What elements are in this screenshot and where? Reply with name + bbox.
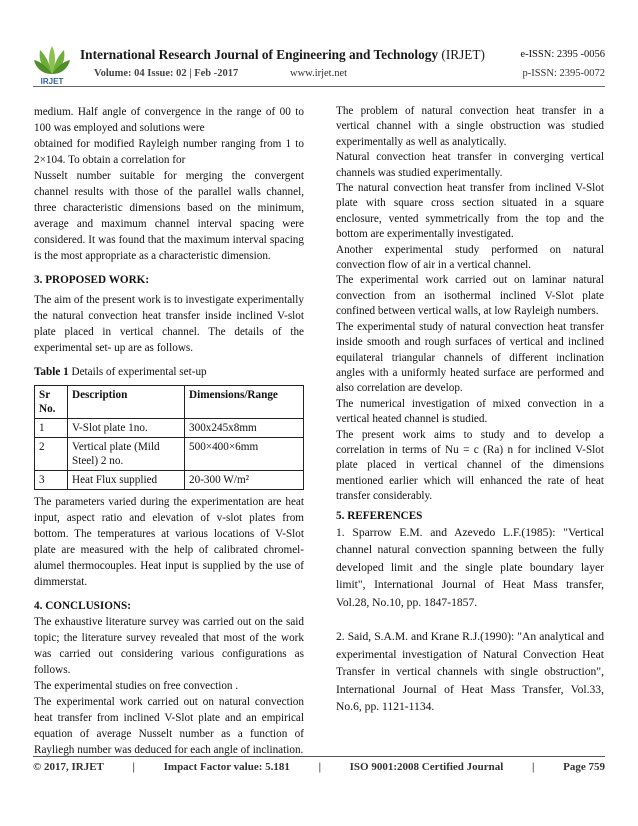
- header-divider: [33, 86, 605, 87]
- paragraph: Natural convection heat transfer in converging vertical channels was studied experimentally.: [336, 151, 604, 179]
- table-header-row: [35, 386, 304, 419]
- section-heading-conclusions: 4. CONCLUSIONS:: [34, 600, 131, 612]
- paragraph: The numerical investigation of mixed convection in a vertical heated channel is studied.: [336, 397, 604, 426]
- right-column: [336, 104, 604, 716]
- column-header: Dimensions/Range: [185, 386, 304, 419]
- journal-website-link[interactable]: www.irjet.net: [290, 68, 348, 79]
- table-cell: V-Slot plate 1no.: [68, 419, 185, 438]
- column-header: Sr No.: [35, 386, 68, 419]
- eissn: e-ISSN: 2395 -0056: [520, 49, 605, 60]
- paragraph: The experimental studies on free convection .: [34, 680, 239, 692]
- table-cell: 1: [35, 419, 68, 438]
- left-column: [34, 104, 304, 758]
- reference-item: 1. Sparrow E.M. and Azevedo L.F.(1985): "Vertical channel natural convection spanning between the fully developed limit and the single plate boundary layer limit", International Journal of Heat Mass transfer, Vol.28, No.10, pp. 1847-1857.: [336, 525, 604, 609]
- footer-separator: |: [318, 761, 321, 773]
- table-row: [35, 438, 304, 471]
- journal-title: International Research Journal of Engineering and Technology (IRJET): [80, 47, 485, 62]
- paragraph: The present work aims to study and to develop a correlation in terms of Nu = c (Ra) n for inclined V-Slot plate placed in vertical channel of the dimensions mentioned earlier which will enhanced the rate of heat transfer considerably.: [336, 428, 604, 503]
- paragraph: The exhaustive literature survey was carried out on the said topic; the literature survey revealed that most of the work was carried out considering various configurations as follows.: [34, 616, 304, 676]
- table-cell: 2: [35, 438, 68, 471]
- experimental-setup-table: [34, 385, 304, 490]
- table-cell: Vertical plate (Mild Steel) 2 no.: [68, 438, 185, 471]
- paragraph: The experimental study of natural convection heat transfer inside smooth and rough surfaces of vertical and inclined equilateral triangular channels of different inclination angles with a uniformly heated surface are performed and also correlation are develop.: [336, 320, 604, 395]
- table-row: [35, 471, 304, 490]
- footer-separator: |: [532, 761, 535, 773]
- paragraph: The parameters varied during the experimentation are heat input, aspect ratio and elevation of v-slot plates from bottom. The temperatures at various locations of V-Slot plate are measured with the help of calibrated chromel-alumel thermocouples. Heat input is supplied by the use of dimmerstat.: [34, 496, 304, 588]
- journal-abbr: (IRJET): [441, 47, 485, 62]
- paragraph: Another experimental study performed on natural convection flow of air in a vertical channel.: [336, 243, 604, 272]
- table-cell: 20-300 W/m²: [185, 471, 304, 490]
- table-cell: 500×400×6mm: [185, 438, 304, 471]
- logo-wordmark: IRJET: [40, 77, 64, 86]
- paragraph: The aim of the present work is to investigate experimentally the natural convection heat transfer inside inclined V-slot plate placed in vertical channel. The details of the experimental set- up are as follows.: [34, 294, 304, 354]
- pissn: p-ISSN: 2395-0072: [522, 68, 605, 79]
- table-row: [35, 419, 304, 438]
- copyright: © 2017, IRJET: [33, 761, 104, 773]
- table-cell: 3: [35, 471, 68, 490]
- footer-divider: [33, 756, 605, 757]
- volume-issue: Volume: 04 Issue: 02 | Feb -2017: [94, 68, 239, 79]
- table-cell: 300x245x8mm: [185, 419, 304, 438]
- footer-separator: |: [132, 761, 135, 773]
- paragraph: The natural convection heat transfer from inclined V-Slot plate with square cross section situated in a square enclosure, vented symmetrically from the top and the bottom are experimentally investigated.: [336, 182, 604, 241]
- paragraph: obtained for modified Rayleigh number ranging from 1 to 2×104. To obtain a correlation for: [34, 138, 304, 166]
- reference-item: 2. Said, S.A.M. and Krane R.J.(1990): "An analytical and experimental investigation of Natural Convection Heat Transfer in vertical channels with single obstruction", International Journal of Heat Mass Transfer, Vol.33, No.6, pp. 1121-1134.: [336, 630, 604, 714]
- paragraph: Nusselt number suitable for merging the convergent channel results with those of the parallel walls channel, three characteristic dimensions based on the minimum, average and maximum channel interval spacing were considered. It was found that the maximum interval spacing is the most appropriate as a characteristic dimension.: [34, 170, 304, 262]
- table-cell: Heat Flux supplied: [68, 471, 185, 490]
- column-header: Description: [68, 386, 185, 419]
- paragraph: The problem of natural convection heat transfer in a vertical channel with a single obstruction was studied experimentally as well as analytically.: [336, 105, 604, 148]
- paragraph: The experimental work carried out on natural convection heat transfer from inclined V-Slot plate and an empirical equation of average Nusselt number as a function of Rayliegh number was deduced for each angle of inclination.: [34, 696, 304, 756]
- paragraph: The experimental work carried out on laminar natural convection from an isothermal inclined V-Slot plate confined between vertical walls, at low Rayleigh numbers.: [336, 274, 604, 318]
- table-caption: Table 1 Details of experimental set-up: [34, 366, 207, 378]
- section-heading-proposed-work: 3. PROPOSED WORK:: [34, 274, 150, 286]
- page-footer: [33, 761, 605, 773]
- paragraph: medium. Half angle of convergence in the range of 00 to 100 was employed and solutions were: [34, 106, 304, 134]
- irjet-logo: [34, 44, 70, 86]
- page-number: Page 759: [563, 761, 605, 773]
- section-heading-references: 5. REFERENCES: [336, 509, 423, 522]
- iso-certification: ISO 9001:2008 Certified Journal: [349, 761, 504, 773]
- impact-factor: Impact Factor value: 5.181: [163, 761, 290, 773]
